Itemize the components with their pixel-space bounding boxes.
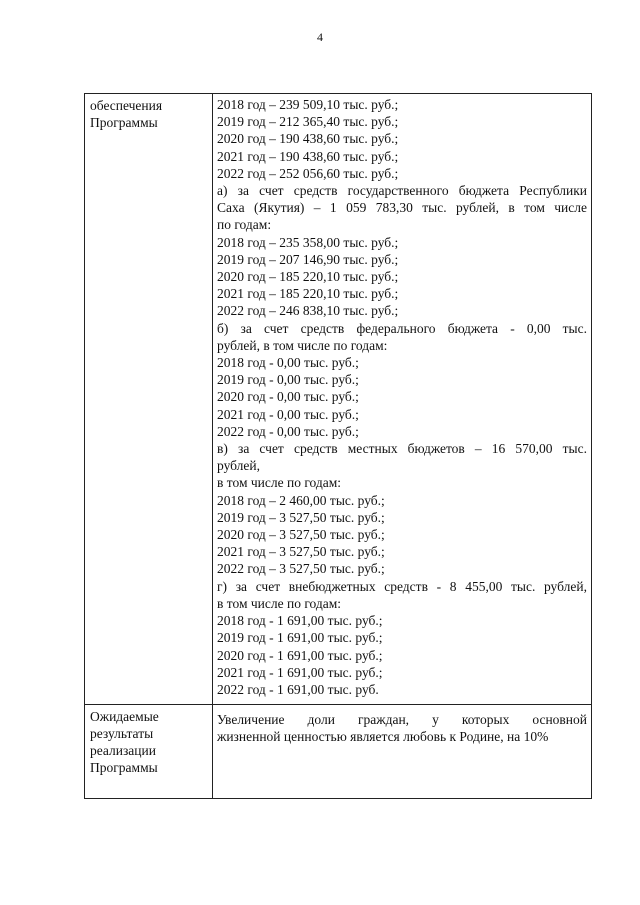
year-line: 2018 год – 235 358,00 тыс. руб.;	[217, 234, 399, 250]
result-line: жизненной ценностью является любовь к Родине, на 10%	[217, 729, 549, 745]
year-line: 2021 год - 1 691,00 тыс. руб.;	[217, 664, 383, 680]
label-line: обеспечения	[90, 98, 163, 113]
year-line: 2021 год – 190 438,60 тыс. руб.;	[217, 148, 399, 164]
year-line: 2022 год – 252 056,60 тыс. руб.;	[217, 165, 399, 181]
section-header-line: б) за счет средств федерального бюджета - 0,00 тыс.	[217, 320, 587, 336]
section-g	[217, 578, 587, 698]
label-line: реализации	[90, 743, 156, 758]
section-header-line: рублей,	[217, 458, 261, 474]
section-a	[217, 182, 587, 320]
section-header-line: г) за счет внебюджетных средств - 8 455,00 тыс. рублей,	[217, 578, 587, 594]
section-v	[217, 440, 587, 578]
year-line: 2020 год – 3 527,50 тыс. руб.;	[217, 527, 385, 543]
year-line: 2018 год - 0,00 тыс. руб.;	[217, 355, 359, 371]
year-line: 2019 год - 0,00 тыс. руб.;	[217, 372, 359, 388]
year-line: 2020 год – 190 438,60 тыс. руб.;	[217, 131, 399, 147]
table-row-funding	[85, 94, 592, 705]
row-value-funding	[213, 94, 592, 705]
year-line: 2018 год – 239 509,10 тыс. руб.;	[217, 97, 399, 112]
year-line: 2022 год - 0,00 тыс. руб.;	[217, 423, 359, 439]
year-line: 2022 год - 1 691,00 тыс. руб.	[217, 681, 379, 697]
year-line: 2021 год – 185 220,10 тыс. руб.;	[217, 286, 399, 302]
year-line: 2021 год – 3 527,50 тыс. руб.;	[217, 544, 385, 560]
row-label-funding	[85, 94, 213, 705]
program-passport-table	[84, 93, 592, 799]
label-line: Ожидаемые	[90, 709, 159, 724]
section-header-line: по годам:	[217, 217, 272, 233]
label-line: Программы	[90, 760, 158, 775]
year-line: 2019 год – 212 365,40 тыс. руб.;	[217, 114, 399, 130]
year-line: 2019 год – 207 146,90 тыс. руб.;	[217, 251, 399, 267]
page-number: 4	[317, 30, 323, 44]
section-header-line: в) за счет средств местных бюджетов – 16 570,00 тыс.	[217, 441, 587, 457]
year-line: 2020 год - 0,00 тыс. руб.;	[217, 389, 359, 405]
label-line: результаты	[90, 726, 154, 741]
section-header-line: в том числе по годам:	[217, 595, 342, 611]
section-b	[217, 320, 587, 440]
year-line: 2018 год – 2 460,00 тыс. руб.;	[217, 492, 385, 508]
year-line: 2022 год – 3 527,50 тыс. руб.;	[217, 561, 385, 577]
section-header-line: Саха (Якутия) – 1 059 783,30 тыс. рублей, в том числе	[217, 200, 587, 216]
year-line: 2020 год – 185 220,10 тыс. руб.;	[217, 269, 399, 285]
row-label-expected-results	[85, 705, 213, 799]
section-header-line: в том числе по годам:	[217, 475, 342, 491]
table-row-expected-results	[85, 705, 592, 799]
label-line: Программы	[90, 115, 158, 130]
section-header-line: рублей, в том числе по годам:	[217, 337, 388, 353]
year-line: 2018 год - 1 691,00 тыс. руб.;	[217, 613, 383, 629]
result-line: Увеличение доли граждан, у которых основной	[217, 712, 587, 727]
section-header-line: а) за счет средств государственного бюджета Республики	[217, 183, 587, 199]
row-value-expected-results	[213, 705, 592, 799]
year-line: 2019 год – 3 527,50 тыс. руб.;	[217, 509, 385, 525]
year-line: 2022 год – 246 838,10 тыс. руб.;	[217, 303, 399, 319]
year-line: 2020 год - 1 691,00 тыс. руб.;	[217, 647, 383, 663]
year-line: 2021 год - 0,00 тыс. руб.;	[217, 406, 359, 422]
year-line: 2019 год - 1 691,00 тыс. руб.;	[217, 630, 383, 646]
total-years-block	[217, 96, 587, 182]
